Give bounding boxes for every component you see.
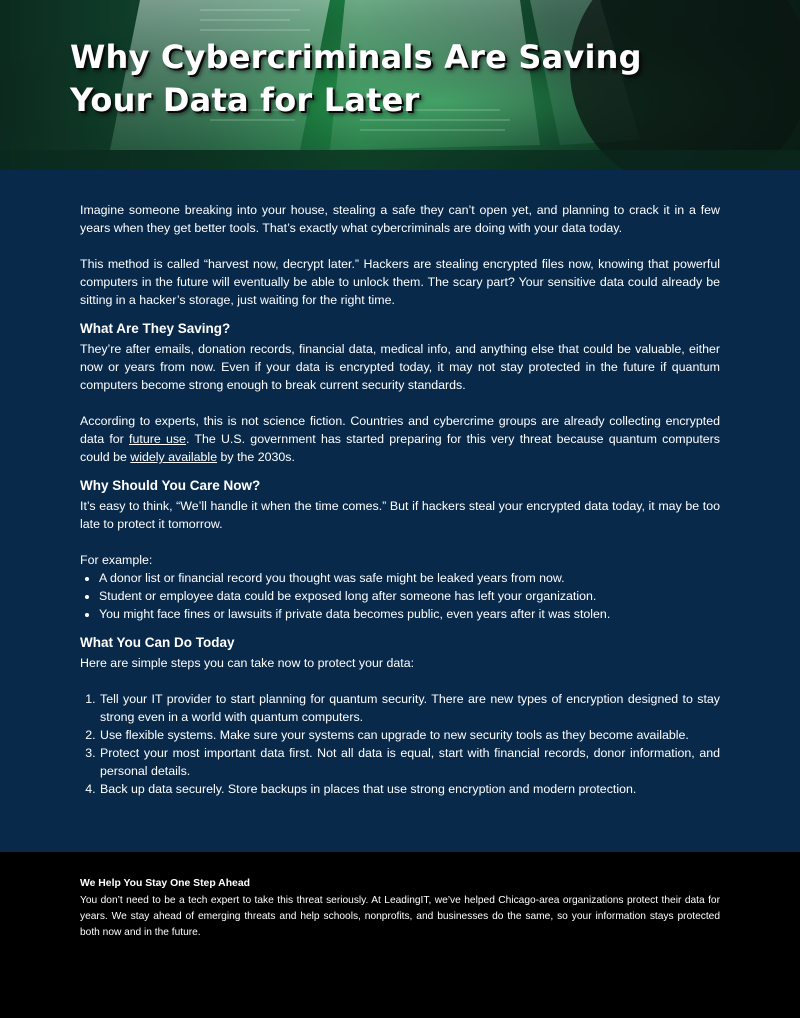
list-item: • You might face fines or lawsuits if private data becomes public, even years after it was stolen.: [99, 605, 720, 623]
paragraph-text: According to experts, this is not science fiction. Countries and cybercrime groups are already collecting encrypted data for: [80, 414, 720, 446]
future-use-link[interactable]: future use: [129, 432, 186, 446]
section-intro: Here are simple steps you can take now to protect your data:: [80, 656, 415, 670]
list-item: 3. Protect your most important data first. Not all data is equal, start with financial records, donor information, and personal details.: [99, 744, 720, 780]
paragraph-text: . The U.S. government has started preparing for this very threat because quantum computers could be: [80, 432, 721, 464]
example-list: [80, 569, 720, 623]
steps-list: [80, 690, 720, 798]
article-body: [0, 170, 800, 852]
list-item: • A donor list or financial record you thought was safe might be leaked years from now.: [99, 569, 720, 587]
intro-paragraph: This method is called “harvest now, decrypt later.” Hackers are stealing encrypted files now, knowing that powerful computers in the future will eventually be able to unlock them. The scary part? Your sensitive data could already be sitting in a hacker’s storage, just waiting for the right time.: [80, 257, 720, 307]
section-heading-what-saving: What Are They Saving?: [80, 321, 231, 336]
section-heading-why-care: Why Should You Care Now?: [80, 478, 261, 493]
list-item: • Student or employee data could be exposed long after someone has left your organization.: [99, 587, 720, 605]
section-paragraph: [80, 412, 720, 466]
section-paragraph: It’s easy to think, “We’ll handle it when the time comes.” But if hackers steal your encrypted data today, it may be too late to protect it tomorrow.: [80, 499, 720, 531]
intro-paragraph: Imagine someone breaking into your house, stealing a safe they can’t open yet, and planning to crack it in a few years when they get better tools. That’s exactly what cybercriminals are doing with your data today.: [80, 203, 720, 235]
page-title: Why Cybercriminals Are Saving Your Data for Later: [70, 38, 642, 119]
hero-banner: [0, 0, 800, 170]
footer-heading: We Help You Stay One Step Ahead: [80, 878, 250, 889]
footer-callout: [0, 852, 800, 1018]
list-item: 1. Tell your IT provider to start planning for quantum security. There are new types of encryption designed to stay strong even in a world with quantum computers.: [99, 690, 720, 726]
paragraph-text: by the 2030s.: [217, 450, 295, 464]
list-item: 2. Use flexible systems. Make sure your systems can upgrade to new security tools as they become available.: [99, 726, 720, 744]
section-paragraph: They’re after emails, donation records, financial data, medical info, and anything else that could be valuable, either now or years from now. Even if your data is encrypted today, it may not stay protected in the future if quantum computers become strong enough to break current security standards.: [80, 342, 720, 392]
widely-available-link[interactable]: widely available: [130, 450, 218, 464]
list-item: 4. Back up data securely. Store backups in places that use strong encryption and modern protection.: [99, 780, 720, 798]
example-label: For example:: [80, 553, 153, 567]
section-heading-what-to-do: What You Can Do Today: [80, 635, 235, 650]
footer-paragraph: You don’t need to be a tech expert to take this threat seriously. At LeadingIT, we’ve helped Chicago-area organizations protect their data for years. We stay ahead of emerging threats and help schools, nonprofits, and businesses do the same, so your information stays protected both now and in the future.: [80, 895, 720, 938]
